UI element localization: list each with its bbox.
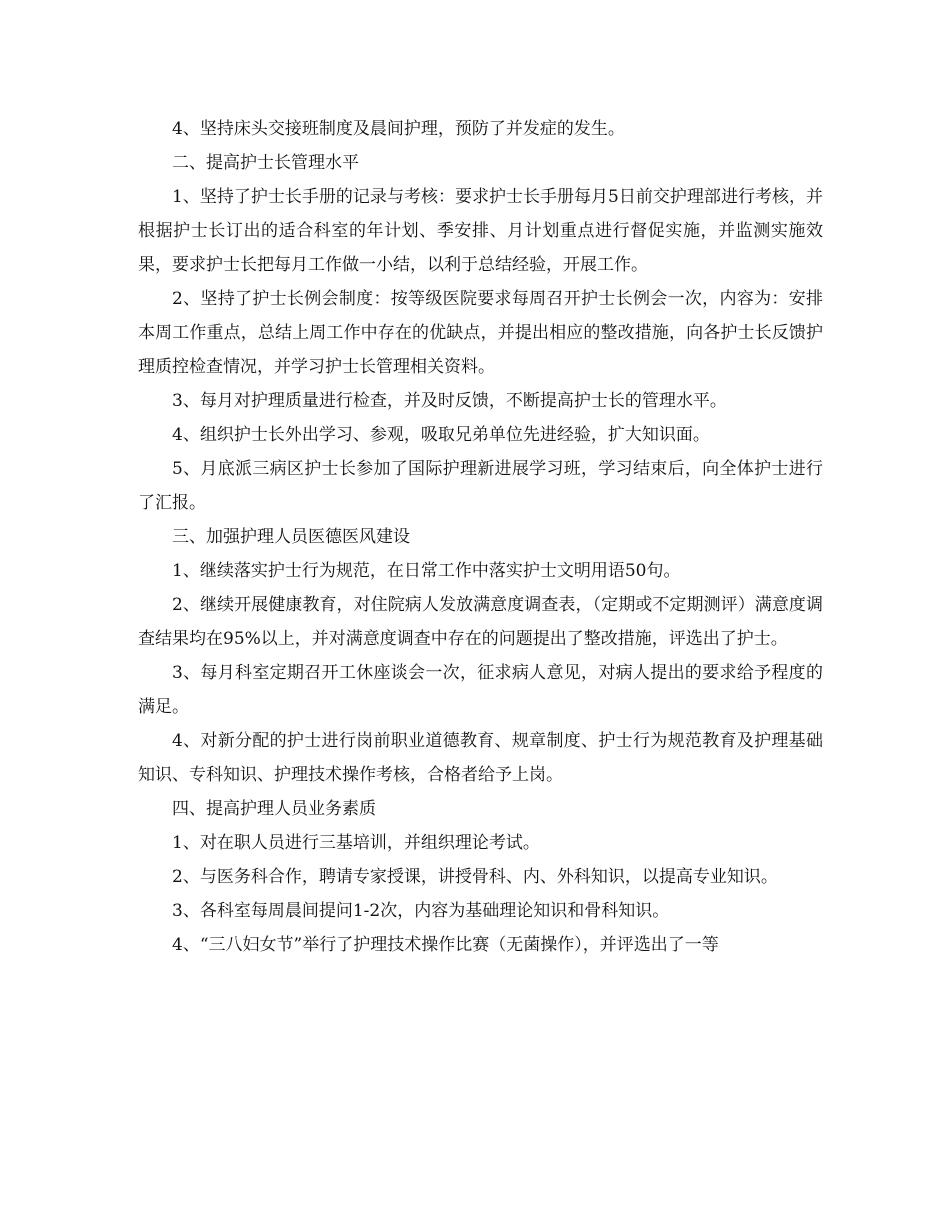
paragraph: 5、月底派三病区护士长参加了国际护理新进展学习班，学习结束后，向全体护士进行了汇报。 (138, 459, 823, 513)
paragraph: 4、坚持床头交接班制度及晨间护理，预防了并发症的发生。 (172, 119, 625, 139)
paragraph: 1、继续落实护士行为规范，在日常工作中落实护士文明用语50句。 (172, 561, 681, 581)
paragraph: 1、坚持了护士长手册的记录与考核：要求护士长手册每月5日前交护理部进行考核，并根据护士长订出的适合科室的年计划、季安排、月计划重点进行督促实施，并监测实施效果，要求护士长把每月工作做一小结，以利于总结经验，开展工作。 (138, 187, 823, 275)
section-heading: 三、加强护理人员医德医风建设 (172, 527, 410, 547)
paragraph: 3、每月科室定期召开工休座谈会一次，征求病人意见，对病人提出的要求给予程度的满足。 (138, 663, 823, 717)
paragraph: 1、对在职人员进行三基培训，并组织理论考试。 (172, 833, 540, 853)
paragraph: 4、“三八妇女节”举行了护理技术操作比赛（无菌操作），并评选出了一等 (172, 935, 719, 955)
paragraph: 3、各科室每周晨间提问1-2次，内容为基础理论知识和骨科知识。 (172, 901, 670, 921)
paragraph: 3、每月对护理质量进行检查，并及时反馈，不断提高护士长的管理水平。 (172, 391, 727, 411)
paragraph: 2、与医务科合作，聘请专家授课，讲授骨科、内、外科知识，以提高专业知识。 (172, 867, 778, 887)
paragraph: 4、对新分配的护士进行岗前职业道德教育、规章制度、护士行为规范教育及护理基础知识、专科知识、护理技术操作考核，合格者给予上岗。 (138, 731, 823, 785)
paragraph: 2、坚持了护士长例会制度：按等级医院要求每周召开护士长例会一次，内容为：安排本周工作重点，总结上周工作中存在的优缺点，并提出相应的整改措施，向各护士长反馈护理质控检查情况，并学习护士长管理相关资料。 (138, 289, 823, 377)
section-heading: 二、提高护士长管理水平 (172, 153, 359, 173)
section-heading: 四、提高护理人员业务素质 (172, 799, 376, 819)
paragraph: 2、继续开展健康教育，对住院病人发放满意度调查表，（定期或不定期测评）满意度调查结果均在95%以上，并对满意度调查中存在的问题提出了整改措施，评选出了护士。 (138, 595, 823, 649)
paragraph: 4、组织护士长外出学习、参观，吸取兄弟单位先进经验，扩大知识面。 (172, 425, 710, 445)
document-body (138, 112, 823, 962)
